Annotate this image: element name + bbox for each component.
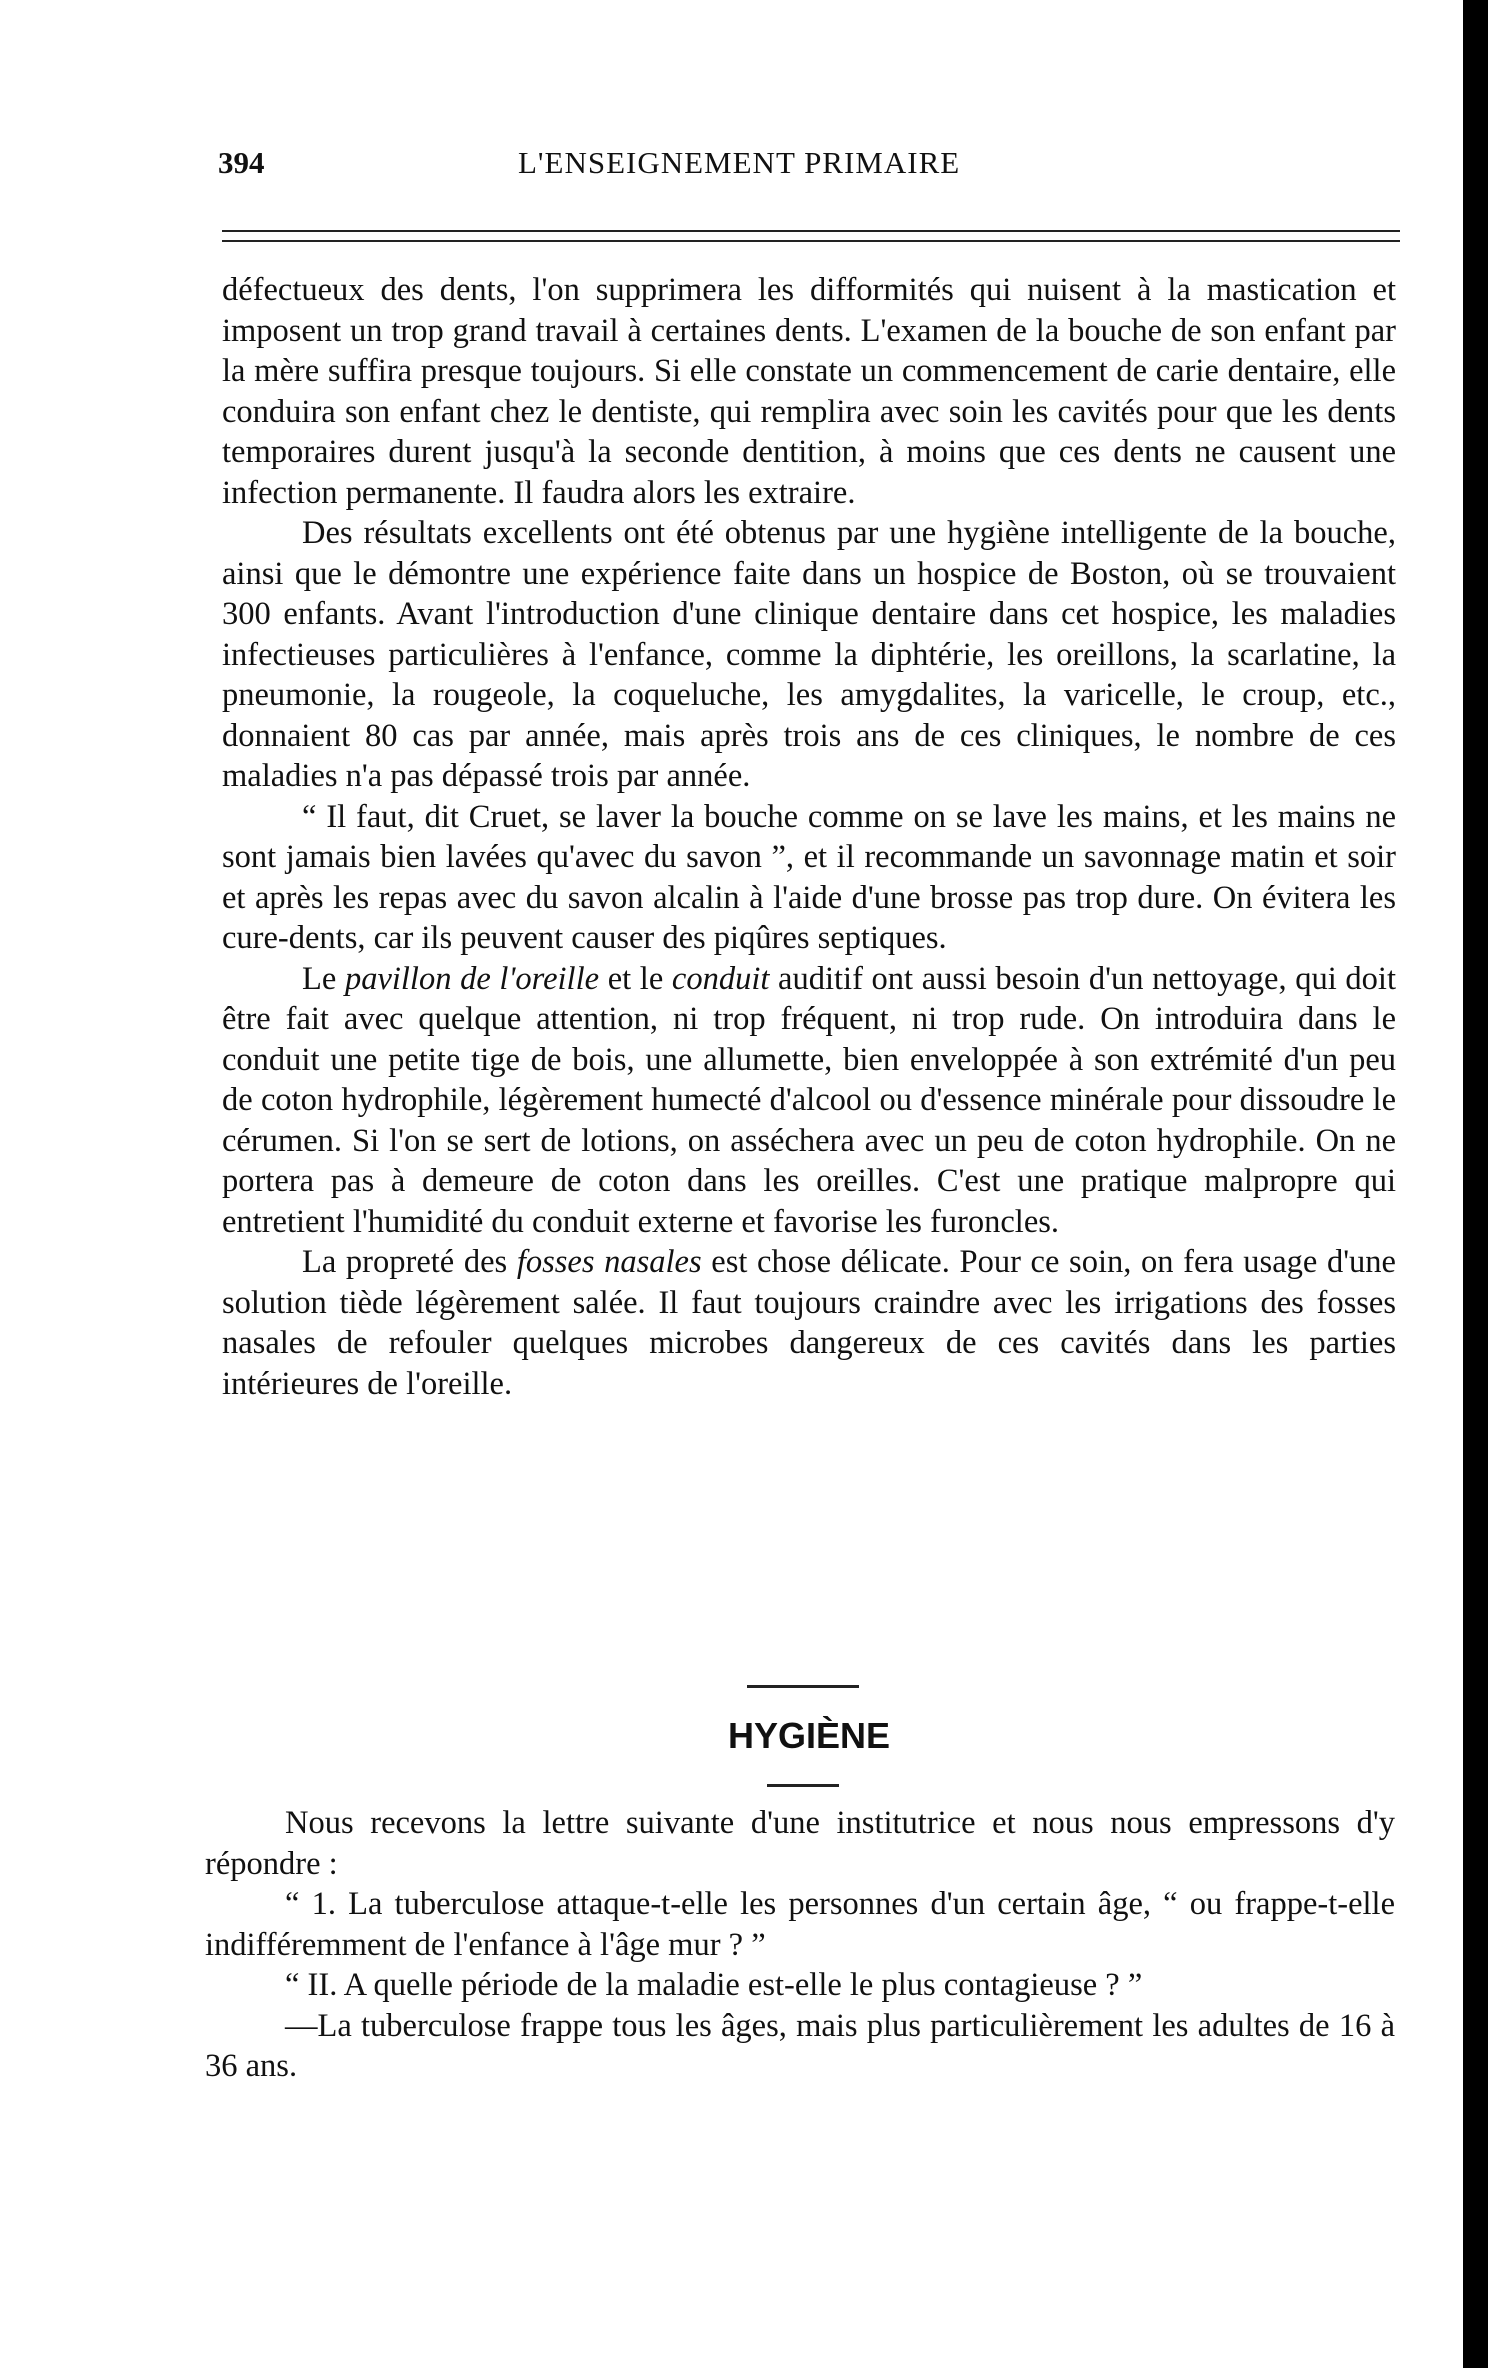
paragraph-5 — [222, 1242, 1396, 1404]
hygiene-text — [205, 1803, 1395, 2087]
text-run: Des résultats excellents ont été obtenus par une hygiène intelligente de la bouche, ainsi que le démontre une expérience faite dans un hospice de Boston, où se trouvaient 300 enfants. Avant l'introduction d'une clinique dentaire dans cet hospice, les maladies infectieuses particulières à l'enfance, comme la diphtérie, les oreillons, la scarlatine, la pneumonie, la rougeole, la coqueluche, les amygdalites, la varicelle, le croup, etc., donnaient 80 cas par année, mais après trois ans de ces cliniques, le nombre de ces maladies n'a pas dépassé trois par année. — [222, 515, 1396, 794]
italic-run: pavillon de l'oreille — [344, 960, 600, 997]
italic-run: conduit — [671, 960, 770, 997]
paragraph-4 — [222, 959, 1396, 1243]
italic-run: fosses nasales — [516, 1244, 702, 1280]
hygiene-paragraph-3: “ II. A quelle période de la maladie est-elle le plus contagieuse ? ” — [285, 1967, 1143, 2003]
text-run: et le — [599, 960, 672, 997]
page-number: 394 — [218, 145, 265, 180]
section-rule-bottom — [767, 1784, 839, 1787]
text-run: La propreté des — [302, 1244, 517, 1280]
text-run: est chose délicate. Pour ce soin, on fera usage d'une solution tiède légèrement salée. Il faut toujours craindre avec les irrigations des fosses nasales de refouler quelques microbes dangereux de ces cavités dans les parties intérieures de l'oreille. — [222, 1244, 1396, 1402]
text-run: Le — [302, 960, 345, 997]
running-title: L'ENSEIGNEMENT PRIMAIRE — [518, 145, 961, 180]
paragraph-1 — [222, 270, 1396, 513]
hygiene-paragraph-2: “ 1. La tuberculose attaque-t-elle les personnes d'un certain âge, “ ou frappe-t-elle indifféremment de l'enfance à l'âge mur ? ” — [205, 1886, 1395, 1963]
paragraph-3 — [222, 797, 1396, 959]
hygiene-paragraph-4: —La tuberculose frappe tous les âges, mais plus particulièrement les adultes de 16 à 36 ans. — [205, 2007, 1395, 2084]
body-text — [222, 270, 1396, 1404]
section-title: HYGIÈNE — [727, 1715, 891, 1756]
scan-edge — [1463, 0, 1488, 2368]
section-rule-top — [747, 1685, 859, 1688]
text-run: “ Il faut, dit Cruet, se laver la bouche comme on se lave les mains, et les mains ne sont jamais bien lavées qu'avec du savon ”, et il recommande un savonnage matin et soir et après les repas avec du savon alcalin à l'aide d'une brosse pas trop dure. On évitera les cure-dents, car ils peuvent causer des piqûres septiques. — [222, 798, 1396, 956]
running-head — [218, 145, 1398, 185]
hygiene-paragraph-1: Nous recevons la lettre suivante d'une institutrice et nous nous empressons d'y répondre : — [205, 1805, 1395, 1882]
paragraph-2 — [222, 513, 1396, 797]
header-double-rule — [222, 230, 1400, 242]
text-run: défectueux des dents, l'on supprimera les difformités qui nuisent à la mastication et imposent un trop grand travail à certaines dents. L'examen de la bouche de son enfant par la mère suffira presque toujours. Si elle constate un commencement de carie dentaire, elle conduira son enfant chez le dentiste, qui remplira avec soin les cavités pour que les dents temporaires durent jusqu'à la seconde dentition, à moins que ces dents ne causent une infection permanente. Il faudra alors les extraire. — [222, 272, 1396, 511]
text-run: auditif ont aussi besoin d'un nettoyage, qui doit être fait avec quelque attention, ni trop fréquent, ni trop rude. On introduira dans le conduit une petite tige de bois, une allumette, bien enveloppée à son extrémité d'un peu de coton hydrophile, légèrement humecté d'alcool ou d'essence minérale pour dissoudre le cérumen. Si l'on se sert de lotions, on asséchera avec un peu de coton hydrophile. On ne portera pas à demeure de coton dans les oreilles. C'est une pratique malpropre qui entretient l'humidité du conduit externe et favorise les furoncles. — [222, 960, 1396, 1240]
